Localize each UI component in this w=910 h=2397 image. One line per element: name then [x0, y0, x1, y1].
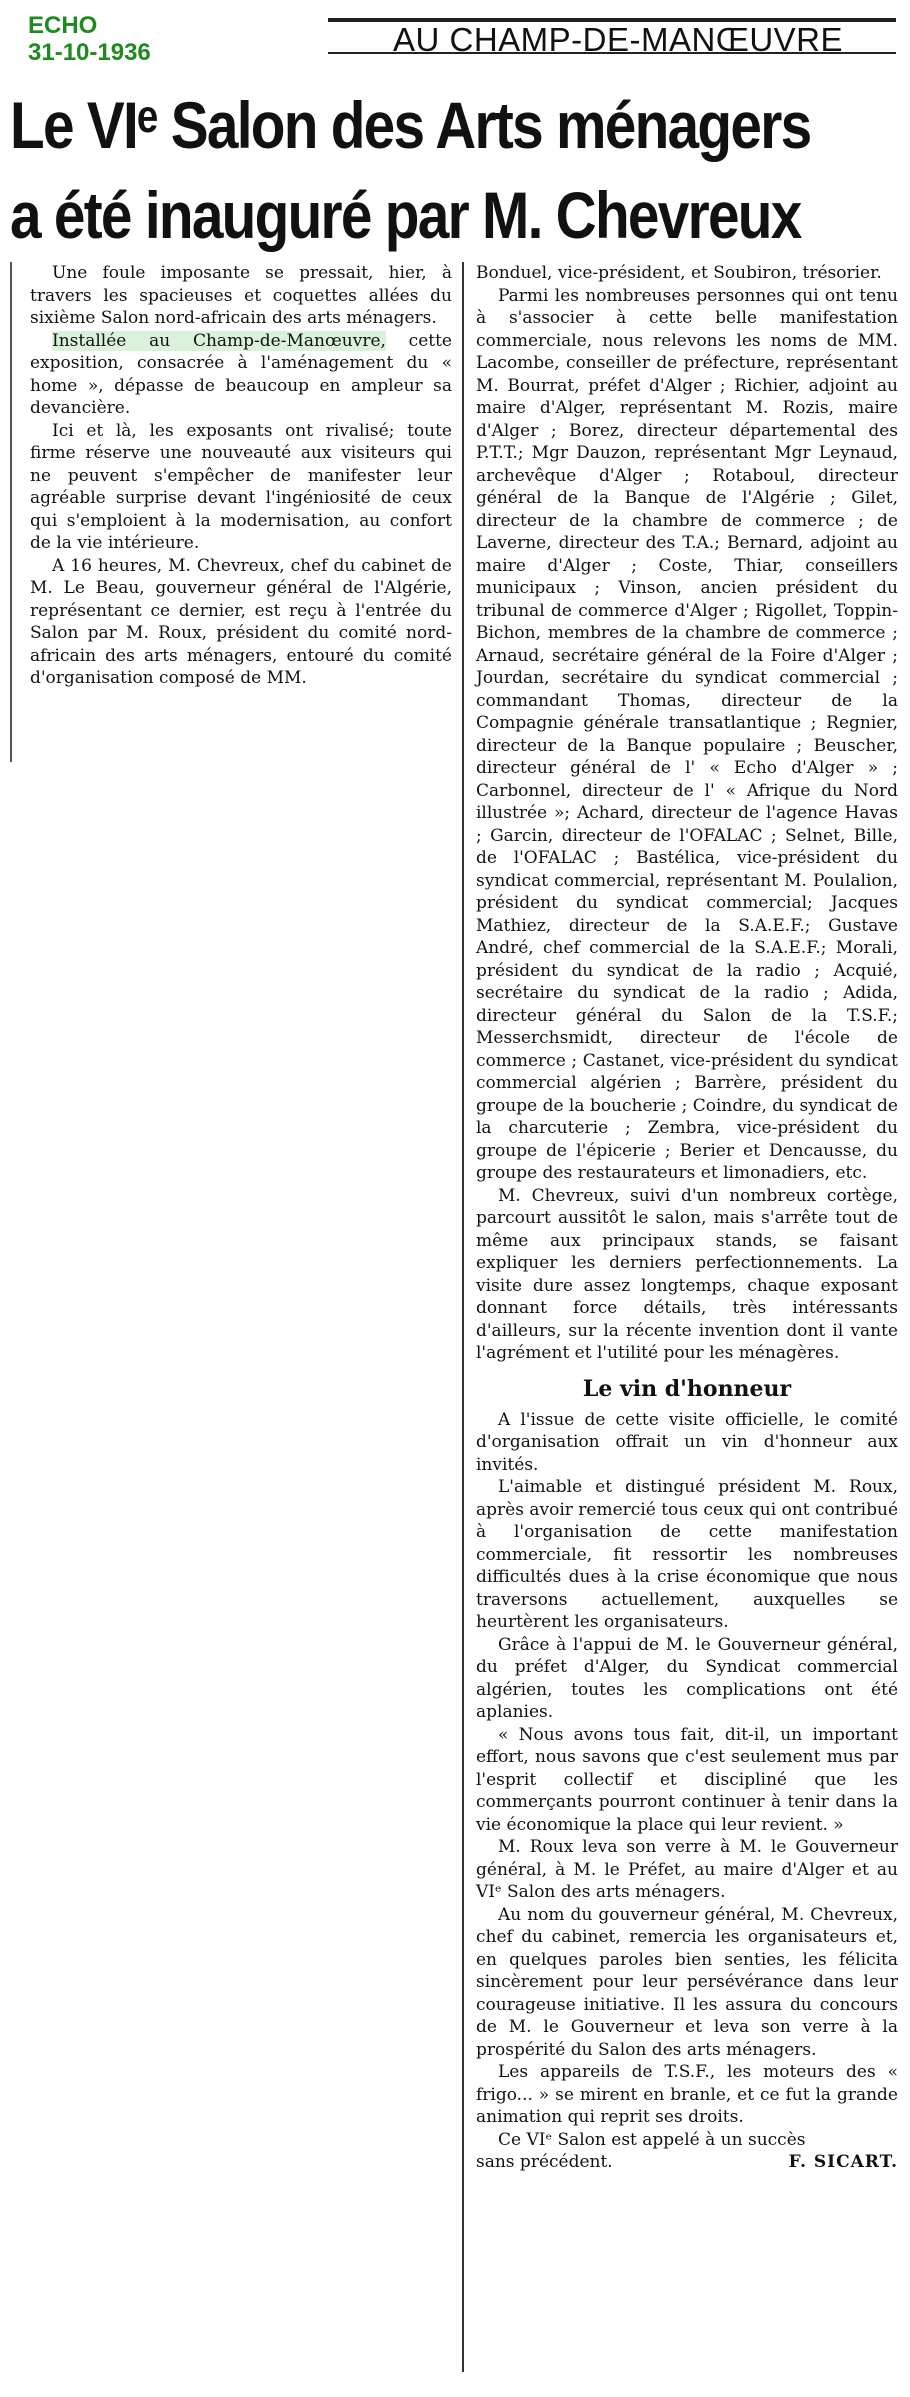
rubric-title: AU CHAMP-DE-MANŒUVRE: [392, 21, 844, 58]
paragraph: Parmi les nombreuses personnes qui ont tenu à s'associer à cette belle manifestation commerciale, nous relevons les noms de MM. Lacombe, conseiller de préfecture, représentant M. Bourrat, préfet d'Alger ; Richier, adjoint au maire d'Alger, représentant M. Rozis, maire d'Alger ; Borez, directeur départemental des P.T.T.; Mgr Dauzon, représentant Mgr Leynaud, archevêque d'Alger ; Rotaboul, directeur général de la Banque de l'Algérie ; Gilet, directeur de la chambre de commerce ; de Laverne, directeur des T.A.; Bernard, adjoint au maire d'Alger ; Coste, Thiar, conseillers municipaux ; Vinson, ancien président du tribunal de commerce d'Alger ; Rigollet, Toppin-Bichon, membres de la chambre de commerce ; Arnaud, secrétaire général de la Foire d'Alger ; Jourdan, secrétaire du syndicat commercial ; commandant Thomas, directeur de la Compagnie générale transatlantique ; Regnier, directeur de la Banque populaire ; Beuscher, directeur général de l' « Echo d'Alger » ; Carbonnel, directeur de l' « Afrique du Nord illustrée »; Achard, directeur de l'agence Havas ; Garcin, directeur de l'OFALAC ; Selnet, Bille, de l'OFALAC ; Bastélica, vice-président du syndicat commercial, représentant M. Poulalion, président du syndicat commercial; Jacques Mathiez, directeur de la S.A.E.F.; Gustave André, chef commercial de la S.A.E.F.; Morali, président du syndicat de la radio ; Acquié, secrétaire du syndicat de la radio ; Adida, directeur général du Salon de la T.S.F.; Messerchsmidt, directeur de l'école de commerce ; Castanet, vice-président du syndicat commercial algérien ; Barrère, président du groupe de la boucherie ; Coindre, du syndicat de la charcuterie ; Zembra, vice-président du groupe de l'épicerie ; Berier et Dencausse, du groupe des restaurateurs et limonadiers, etc.: [476, 285, 898, 1183]
subheading: Le vin d'honneur: [582, 1375, 792, 1402]
paragraph: [30, 330, 452, 420]
paragraph: A l'issue de cette visite officielle, le comité d'organisation offrait un vin d'honneur aux invités.: [476, 1409, 898, 1475]
article-column-2: [476, 262, 898, 2174]
source-stamp: [28, 12, 151, 66]
paragraph: Au nom du gouverneur général, M. Chevreux, chef du cabinet, remercia les organisateurs et, en quelques paroles bien senties, les félicita sincèrement pour leur persévérance dans leur courageuse initiative. Il les assura du concours de M. le Gouverneur et leva son verre à la prospérité du Salon des arts ménagers.: [476, 1904, 898, 2060]
paragraph: Ce VIᵉ Salon est appelé à un succès: [498, 2129, 806, 2150]
paragraph: Grâce à l'appui de M. le Gouverneur général, du préfet d'Alger, du Syndicat commercial algérien, toutes les complications ont été aplanies.: [476, 1634, 898, 1722]
column-divider: [462, 262, 464, 2372]
paragraph: Les appareils de T.S.F., les moteurs des « frigo... » se mirent en branle, et ce fut la grande animation qui reprit ses droits.: [476, 2062, 898, 2127]
paragraph: A 16 heures, M. Chevreux, chef du cabinet de M. Le Beau, gouverneur général de l'Algérie, représentant ce dernier, est reçu à l'entrée du Salon par M. Roux, président du comité nord-africain des arts ménagers, entouré du comité d'organisation composé de MM.: [30, 555, 452, 688]
highlighted-text: Installée au Champ-de-Manœuvre,: [52, 330, 386, 351]
paragraph: L'aimable et distingué président M. Roux, après avoir remercié tous ceux qui ont contribué à l'organisation de cette manifestation commerciale, fit ressortir les nombreuses difficultés dues à la crise économique que nous traversons actuellement, auxquelles se heurtèrent les organisateurs.: [476, 1477, 898, 1632]
headline-line-2: a été inauguré par M. Chevreux: [10, 178, 801, 252]
paragraph-text: cette exposition, consacrée à l'aménagement du « home », dépasse de beaucoup en ampleur sa devancière.: [30, 330, 452, 418]
paragraph: Ici et là, les exposants ont rivalisé; toute firme réserve une nouveauté aux visiteurs qui ne peuvent s'empêcher de manifester leur agréable surprise devant l'ingéniosité de ceux qui s'emploient à la modernisation, au confort de la vie intérieure.: [30, 420, 452, 553]
closing-line: [476, 2151, 898, 2174]
source-paper: ECHO: [28, 12, 98, 39]
paragraph: « Nous avons tous fait, dit-il, un important effort, nous savons que c'est seulement mus par l'esprit collectif et discipliné que les commerçants pourront continuer à tenir dans la vie économique la place qui leur revient. »: [476, 1724, 898, 1835]
paragraph: Une foule imposante se pressait, hier, à travers les spacieuses et coquettes allées du sixième Salon nord-africain des arts ménagers.: [30, 263, 452, 328]
source-date: 31-10-1936: [28, 39, 151, 66]
headline: [10, 80, 811, 260]
paragraph: M. Roux leva son verre à M. le Gouverneur général, à M. le Préfet, au maire d'Alger et au VIᵉ Salon des arts ménagers.: [476, 1837, 898, 1902]
closing-text: sans précédent.: [476, 2152, 613, 2172]
article-column-1: [30, 262, 452, 690]
paragraph: Bonduel, vice-président, et Soubiron, trésorier.: [476, 263, 882, 283]
author-signature: F. SICART.: [788, 2152, 898, 2172]
headline-line-1: Le VIᵉ Salon des Arts ménagers: [10, 88, 811, 162]
paragraph: M. Chevreux, suivi d'un nombreux cortège, parcourt aussitôt le salon, mais s'arrête tout de même aux principaux stands, se faisant expliquer les derniers perfectionnements. La visite dure assez longtemps, chaque exposant donnant force détails, très intéressants d'ailleurs, sur la récente invention dont il vante l'agrément et l'utilité pour les ménagères.: [476, 1185, 898, 1363]
left-margin-rule: [10, 262, 12, 762]
